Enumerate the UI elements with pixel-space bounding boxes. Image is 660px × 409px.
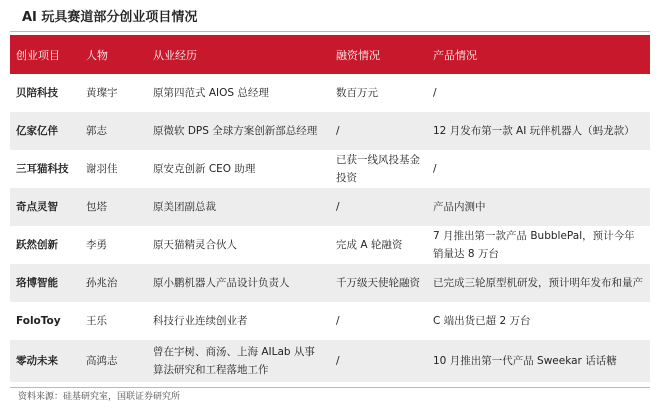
table-row xyxy=(10,264,650,302)
cell-project: 跃然创新 xyxy=(10,226,80,264)
cell-financing: / xyxy=(330,340,427,382)
cell-project: 奇点灵智 xyxy=(10,188,80,226)
cell-financing: / xyxy=(330,112,427,150)
cell-product: / xyxy=(427,74,650,112)
cell-product: 已完成三轮原型机研发，预计明年发布和量产 xyxy=(427,264,650,302)
column-header-experience: 从业经历 xyxy=(147,35,330,74)
cell-experience: 原小鹏机器人产品设计负责人 xyxy=(147,264,330,302)
table-row xyxy=(10,340,650,382)
cell-product: 产品内测中 xyxy=(427,188,650,226)
cell-project: 三耳猫科技 xyxy=(10,150,80,188)
cell-financing: 完成 A 轮融资 xyxy=(330,226,427,264)
cell-person: 王乐 xyxy=(80,302,147,340)
cell-project: FoloToy xyxy=(10,302,80,340)
cell-project: 亿家亿伴 xyxy=(10,112,80,150)
cell-experience: 科技行业连续创业者 xyxy=(147,302,330,340)
source-note: 资料来源：硅基研究室，国联证券研究所 xyxy=(18,392,181,402)
table-row xyxy=(10,188,650,226)
cell-product: 12 月发布第一款 AI 玩伴机器人（蚂龙款） xyxy=(427,112,650,150)
table-header-row xyxy=(10,35,650,74)
cell-experience: 原微软 DPS 全球方案创新部总经理 xyxy=(147,112,330,150)
cell-experience: 曾在宇树、商汤、上海 AILab 从事算法研究和工程落地工作 xyxy=(147,340,330,382)
page-title: AI 玩具赛道部分创业项目情况 xyxy=(22,10,198,25)
cell-financing: 数百万元 xyxy=(330,74,427,112)
cell-product: 7 月推出第一款产品 BubblePal，预计今年销量达 8 万台 xyxy=(427,226,650,264)
cell-project: 珞博智能 xyxy=(10,264,80,302)
table-row xyxy=(10,150,650,188)
cell-experience: 原安克创新 CEO 助理 xyxy=(147,150,330,188)
cell-product: 10 月推出第一代产品 Sweekar 话话糖 xyxy=(427,340,650,382)
cell-experience: 原第四范式 AIOS 总经理 xyxy=(147,74,330,112)
cell-financing: / xyxy=(330,302,427,340)
cell-experience: 原天猫精灵合伙人 xyxy=(147,226,330,264)
startup-table xyxy=(10,35,650,382)
cell-product: / xyxy=(427,150,650,188)
cell-financing: 千万级天使轮融资 xyxy=(330,264,427,302)
cell-person: 孙兆治 xyxy=(80,264,147,302)
cell-person: 李勇 xyxy=(80,226,147,264)
cell-person: 高鸿志 xyxy=(80,340,147,382)
column-header-person: 人物 xyxy=(80,35,147,74)
column-header-financing: 融资情况 xyxy=(330,35,427,74)
cell-person: 郭志 xyxy=(80,112,147,150)
cell-project: 贝陪科技 xyxy=(10,74,80,112)
table-row xyxy=(10,74,650,112)
cell-person: 包塔 xyxy=(80,188,147,226)
cell-person: 谢羽佳 xyxy=(80,150,147,188)
table-row xyxy=(10,112,650,150)
cell-financing: 已获一线风投基金投资 xyxy=(330,150,427,188)
table-row xyxy=(10,226,650,264)
cell-product: C 端出货已超 2 万台 xyxy=(427,302,650,340)
cell-experience: 原美团副总裁 xyxy=(147,188,330,226)
cell-person: 黄璨宇 xyxy=(80,74,147,112)
cell-financing: / xyxy=(330,188,427,226)
column-header-product: 产品情况 xyxy=(427,35,650,74)
footer-divider xyxy=(10,387,650,388)
column-header-project: 创业项目 xyxy=(10,35,80,74)
cell-project: 零动未来 xyxy=(10,340,80,382)
table-row xyxy=(10,302,650,340)
title-divider xyxy=(10,31,650,32)
